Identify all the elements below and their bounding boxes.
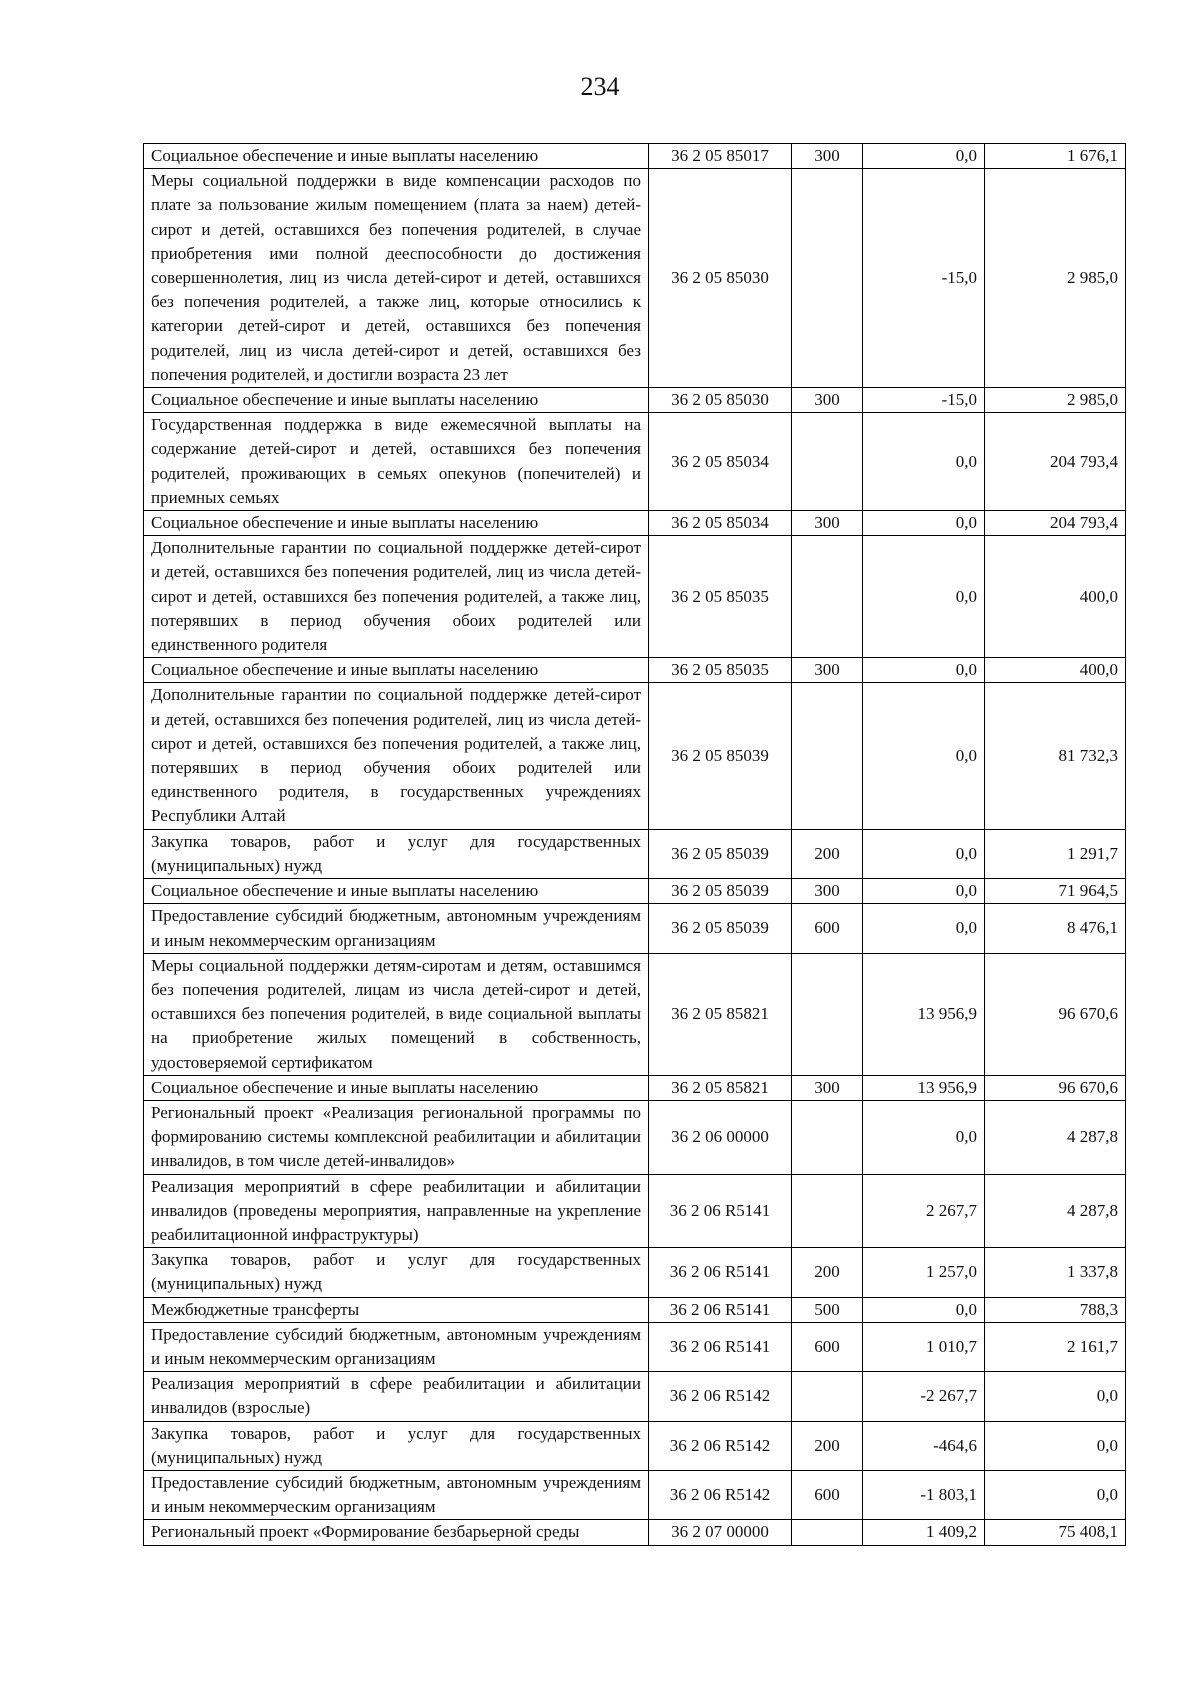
row-total-cell: 204 793,4: [985, 511, 1126, 536]
table-row: [144, 388, 1126, 413]
row-name-cell: Социальное обеспечение и иные выплаты населению: [144, 388, 649, 413]
row-change-cell: 13 956,9: [863, 953, 985, 1075]
row-name-cell: Социальное обеспечение и иные выплаты населению: [144, 879, 649, 904]
row-total-cell: 96 670,6: [985, 953, 1126, 1075]
row-change-cell: -15,0: [863, 169, 985, 388]
row-total-cell: 1 337,8: [985, 1248, 1126, 1297]
row-kvr-cell: 300: [792, 511, 863, 536]
row-kvr-cell: [792, 1100, 863, 1174]
row-change-cell: 0,0: [863, 1100, 985, 1174]
row-kvr-cell: [792, 1372, 863, 1421]
row-kvr-cell: 300: [792, 1075, 863, 1100]
row-kvr-cell: 200: [792, 1421, 863, 1470]
table-row: [144, 1248, 1126, 1297]
row-change-cell: 0,0: [863, 879, 985, 904]
row-change-cell: -15,0: [863, 388, 985, 413]
row-total-cell: 788,3: [985, 1297, 1126, 1322]
budget-table-body: [144, 144, 1126, 1546]
row-code-cell: 36 2 05 85034: [649, 413, 792, 511]
row-code-cell: 36 2 06 00000: [649, 1100, 792, 1174]
row-change-cell: 0,0: [863, 511, 985, 536]
row-code-cell: 36 2 05 85030: [649, 169, 792, 388]
row-kvr-cell: 300: [792, 144, 863, 169]
row-name-cell: Социальное обеспечение и иные выплаты населению: [144, 658, 649, 683]
row-change-cell: 0,0: [863, 1297, 985, 1322]
row-change-cell: 0,0: [863, 658, 985, 683]
row-kvr-cell: [792, 1520, 863, 1545]
table-row: [144, 904, 1126, 953]
row-kvr-cell: 500: [792, 1297, 863, 1322]
row-kvr-cell: 300: [792, 658, 863, 683]
row-code-cell: 36 2 06 R5141: [649, 1297, 792, 1322]
row-total-cell: 2 985,0: [985, 169, 1126, 388]
row-total-cell: 4 287,8: [985, 1174, 1126, 1248]
row-name-cell: Региональный проект «Реализация региональной программы по формированию системы комплексной реабилитации и абилитации инвалидов, в том числе детей-инвалидов»: [144, 1100, 649, 1174]
row-change-cell: 0,0: [863, 829, 985, 878]
table-row: [144, 144, 1126, 169]
row-kvr-cell: [792, 536, 863, 658]
row-code-cell: 36 2 06 R5142: [649, 1372, 792, 1421]
table-row: [144, 1421, 1126, 1470]
row-change-cell: 13 956,9: [863, 1075, 985, 1100]
table-row: [144, 413, 1126, 511]
row-name-cell: Реализация мероприятий в сфере реабилитации и абилитации инвалидов (взрослые): [144, 1372, 649, 1421]
row-total-cell: 0,0: [985, 1421, 1126, 1470]
row-change-cell: 0,0: [863, 413, 985, 511]
row-change-cell: 1 010,7: [863, 1322, 985, 1371]
row-code-cell: 36 2 05 85034: [649, 511, 792, 536]
row-total-cell: 204 793,4: [985, 413, 1126, 511]
row-code-cell: 36 2 06 R5141: [649, 1248, 792, 1297]
table-row: [144, 1297, 1126, 1322]
row-total-cell: 400,0: [985, 658, 1126, 683]
row-total-cell: 2 161,7: [985, 1322, 1126, 1371]
row-change-cell: -464,6: [863, 1421, 985, 1470]
row-code-cell: 36 2 06 R5142: [649, 1421, 792, 1470]
table-row: [144, 1372, 1126, 1421]
row-change-cell: 0,0: [863, 683, 985, 829]
row-kvr-cell: 300: [792, 879, 863, 904]
row-kvr-cell: [792, 683, 863, 829]
row-total-cell: 0,0: [985, 1470, 1126, 1519]
row-code-cell: 36 2 05 85017: [649, 144, 792, 169]
row-code-cell: 36 2 05 85035: [649, 658, 792, 683]
row-change-cell: 2 267,7: [863, 1174, 985, 1248]
row-code-cell: 36 2 05 85039: [649, 879, 792, 904]
row-total-cell: 81 732,3: [985, 683, 1126, 829]
row-total-cell: 8 476,1: [985, 904, 1126, 953]
row-code-cell: 36 2 05 85039: [649, 904, 792, 953]
table-row: [144, 1100, 1126, 1174]
row-code-cell: 36 2 06 R5141: [649, 1174, 792, 1248]
table-row: [144, 536, 1126, 658]
table-row: [144, 683, 1126, 829]
row-name-cell: Меры социальной поддержки детям-сиротам и детям, оставшимся без попечения родителей, лицам из числа детей-сирот и детей, оставшихся без попечения родителей, в виде социальной выплаты на приобретение жилых помещений в собственность, удостоверяемой сертификатом: [144, 953, 649, 1075]
table-row: [144, 511, 1126, 536]
row-total-cell: 400,0: [985, 536, 1126, 658]
row-total-cell: 2 985,0: [985, 388, 1126, 413]
row-kvr-cell: 200: [792, 829, 863, 878]
table-row: [144, 953, 1126, 1075]
row-name-cell: Социальное обеспечение и иные выплаты населению: [144, 144, 649, 169]
row-name-cell: Предоставление субсидий бюджетным, автономным учреждениям и иным некоммерческим организациям: [144, 1470, 649, 1519]
row-code-cell: 36 2 05 85039: [649, 829, 792, 878]
row-name-cell: Межбюджетные трансферты: [144, 1297, 649, 1322]
row-name-cell: Дополнительные гарантии по социальной поддержке детей-сирот и детей, оставшихся без попечения родителей, лиц из числа детей-сирот и детей, оставшихся без попечения родителей, а также лиц, потерявших в период обучения обоих родителей или единственного родителя, в государственных учреждениях Республики Алтай: [144, 683, 649, 829]
row-kvr-cell: [792, 169, 863, 388]
row-kvr-cell: 600: [792, 1322, 863, 1371]
table-row: [144, 829, 1126, 878]
row-name-cell: Региональный проект «Формирование безбарьерной среды: [144, 1520, 649, 1545]
table-row: [144, 1322, 1126, 1371]
table-row: [144, 1174, 1126, 1248]
row-kvr-cell: [792, 953, 863, 1075]
table-row: [144, 1075, 1126, 1100]
row-change-cell: 0,0: [863, 904, 985, 953]
row-code-cell: 36 2 06 R5141: [649, 1322, 792, 1371]
row-kvr-cell: [792, 1174, 863, 1248]
row-name-cell: Предоставление субсидий бюджетным, автономным учреждениям и иным некоммерческим организациям: [144, 1322, 649, 1371]
table-row: [144, 879, 1126, 904]
row-name-cell: Предоставление субсидий бюджетным, автономным учреждениям и иным некоммерческим организациям: [144, 904, 649, 953]
row-name-cell: Закупка товаров, работ и услуг для государственных (муниципальных) нужд: [144, 829, 649, 878]
row-change-cell: -1 803,1: [863, 1470, 985, 1519]
row-code-cell: 36 2 07 00000: [649, 1520, 792, 1545]
row-kvr-cell: 600: [792, 904, 863, 953]
row-name-cell: Закупка товаров, работ и услуг для государственных (муниципальных) нужд: [144, 1421, 649, 1470]
row-code-cell: 36 2 05 85030: [649, 388, 792, 413]
row-change-cell: 1 257,0: [863, 1248, 985, 1297]
row-total-cell: 4 287,8: [985, 1100, 1126, 1174]
table-row: [144, 658, 1126, 683]
row-name-cell: Меры социальной поддержки в виде компенсации расходов по плате за пользование жилым помещением (плата за наем) детей-сирот и детей, оставшихся без попечения родителей, в случае приобретения ими полной дееспособности до достижения совершеннолетия, лиц из числа детей-сирот и детей, оставшихся без попечения родителей, а также лиц, которые относились к категории детей-сирот и детей, оставшихся без попечения родителей, лиц из числа детей-сирот и детей, оставшихся без попечения родителей, и достигли возраста 23 лет: [144, 169, 649, 388]
row-total-cell: 71 964,5: [985, 879, 1126, 904]
row-kvr-cell: [792, 413, 863, 511]
row-name-cell: Социальное обеспечение и иные выплаты населению: [144, 1075, 649, 1100]
row-name-cell: Реализация мероприятий в сфере реабилитации и абилитации инвалидов (проведены мероприятия, направленные на укрепление реабилитационной инфраструктуры): [144, 1174, 649, 1248]
row-name-cell: Государственная поддержка в виде ежемесячной выплаты на содержание детей-сирот и детей, оставшихся без попечения родителей, проживающих в семьях опекунов (попечителей) и приемных семьях: [144, 413, 649, 511]
row-code-cell: 36 2 06 R5142: [649, 1470, 792, 1519]
row-total-cell: 0,0: [985, 1372, 1126, 1421]
row-total-cell: 96 670,6: [985, 1075, 1126, 1100]
row-code-cell: 36 2 05 85035: [649, 536, 792, 658]
page-number: 234: [580, 72, 620, 101]
table-row: [144, 1520, 1126, 1545]
row-change-cell: -2 267,7: [863, 1372, 985, 1421]
row-change-cell: 0,0: [863, 144, 985, 169]
budget-table: [143, 143, 1126, 1546]
row-kvr-cell: 200: [792, 1248, 863, 1297]
row-change-cell: 1 409,2: [863, 1520, 985, 1545]
row-code-cell: 36 2 05 85821: [649, 1075, 792, 1100]
row-total-cell: 1 676,1: [985, 144, 1126, 169]
table-row: [144, 1470, 1126, 1519]
row-code-cell: 36 2 05 85821: [649, 953, 792, 1075]
row-total-cell: 75 408,1: [985, 1520, 1126, 1545]
row-name-cell: Дополнительные гарантии по социальной поддержке детей-сирот и детей, оставшихся без попечения родителей, лиц из числа детей-сирот и детей, оставшихся без попечения родителей, а также лиц, потерявших в период обучения обоих родителей или единственного родителя: [144, 536, 649, 658]
row-name-cell: Социальное обеспечение и иные выплаты населению: [144, 511, 649, 536]
row-code-cell: 36 2 05 85039: [649, 683, 792, 829]
row-change-cell: 0,0: [863, 536, 985, 658]
row-total-cell: 1 291,7: [985, 829, 1126, 878]
row-name-cell: Закупка товаров, работ и услуг для государственных (муниципальных) нужд: [144, 1248, 649, 1297]
row-kvr-cell: 300: [792, 388, 863, 413]
row-kvr-cell: 600: [792, 1470, 863, 1519]
table-row: [144, 169, 1126, 388]
